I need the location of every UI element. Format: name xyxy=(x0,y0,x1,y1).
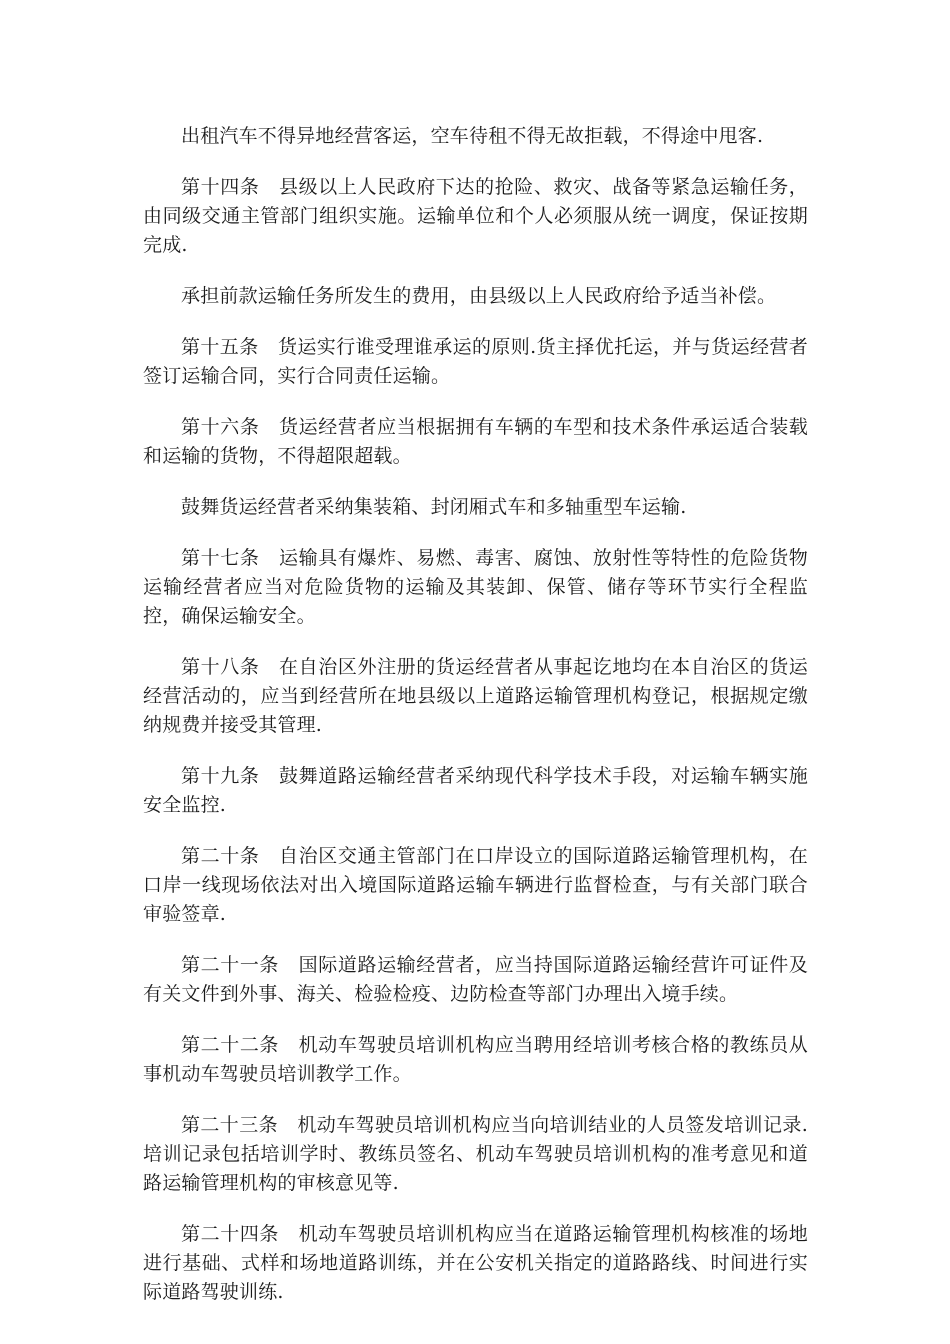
paragraph-compensation: 承担前款运输任务所发生的费用，由县级以上人民政府给予适当补偿。 xyxy=(181,285,777,307)
paragraph-container-transport: 鼓舞货运经营者采纳集装箱、封闭厢式车和多轴重型车运输. xyxy=(181,496,687,518)
paragraph-article-20: 第二十条 自治区交通主管部门在口岸设立的国际道路运输管理机构，在口岸一线现场依法对出入境国际道路运输车辆进行监督检查，与有关部门联合审验签章. xyxy=(143,845,808,925)
paragraph-article-22: 第二十二条 机动车驾驶员培训机构应当聘用经培训考核合格的教练员从事机动车驾驶员培训教学工作。 xyxy=(143,1034,808,1085)
paragraph-article-23: 第二十三条 机动车驾驶员培训机构应当向培训结业的人员签发培训记录.培训记录包括培训学时、教练员签名、机动车驾驶员培训机构的准考意见和道路运输管理机构的审核意见等. xyxy=(143,1114,808,1194)
document-body xyxy=(143,122,808,1329)
paragraph-article-17: 第十七条 运输具有爆炸、易燃、毒害、腐蚀、放射性等特性的危险货物运输经营者应当对危险货物的运输及其装卸、保管、储存等环节实行全程监控，确保运输安全。 xyxy=(143,547,808,627)
paragraph-article-24: 第二十四条 机动车驾驶员培训机构应当在道路运输管理机构核准的场地进行基础、式样和场地道路训练，并在公安机关指定的道路路线、时间进行实际道路驾驶训练. xyxy=(143,1223,808,1303)
paragraph-article-19: 第十九条 鼓舞道路运输经营者采纳现代科学技术手段，对运输车辆实施安全监控. xyxy=(143,765,808,816)
paragraph-article-14: 第十四条 县级以上人民政府下达的抢险、救灾、战备等紧急运输任务，由同级交通主管部门组织实施。运输单位和个人必须服从统一调度，保证按期完成. xyxy=(143,176,808,256)
paragraph-article-18: 第十八条 在自治区外注册的货运经营者从事起讫地均在本自治区的货运经营活动的，应当到经营所在地县级以上道路运输管理机构登记，根据规定缴纳规费并接受其管理. xyxy=(143,656,808,736)
paragraph-taxi-rule: 出租汽车不得异地经营客运，空车待租不得无故拒载，不得途中甩客. xyxy=(181,125,764,147)
paragraph-article-15: 第十五条 货运实行谁受理谁承运的原则.货主择优托运，并与货运经营者签订运输合同，实行合同责任运输。 xyxy=(143,336,808,387)
paragraph-article-21: 第二十一条 国际道路运输经营者，应当持国际道路运输经营许可证件及有关文件到外事、海关、检验检疫、边防检查等部门办理出入境手续。 xyxy=(143,954,808,1005)
paragraph-article-16: 第十六条 货运经营者应当根据拥有车辆的车型和技术条件承运适合装载和运输的货物，不得超限超载。 xyxy=(143,416,808,467)
